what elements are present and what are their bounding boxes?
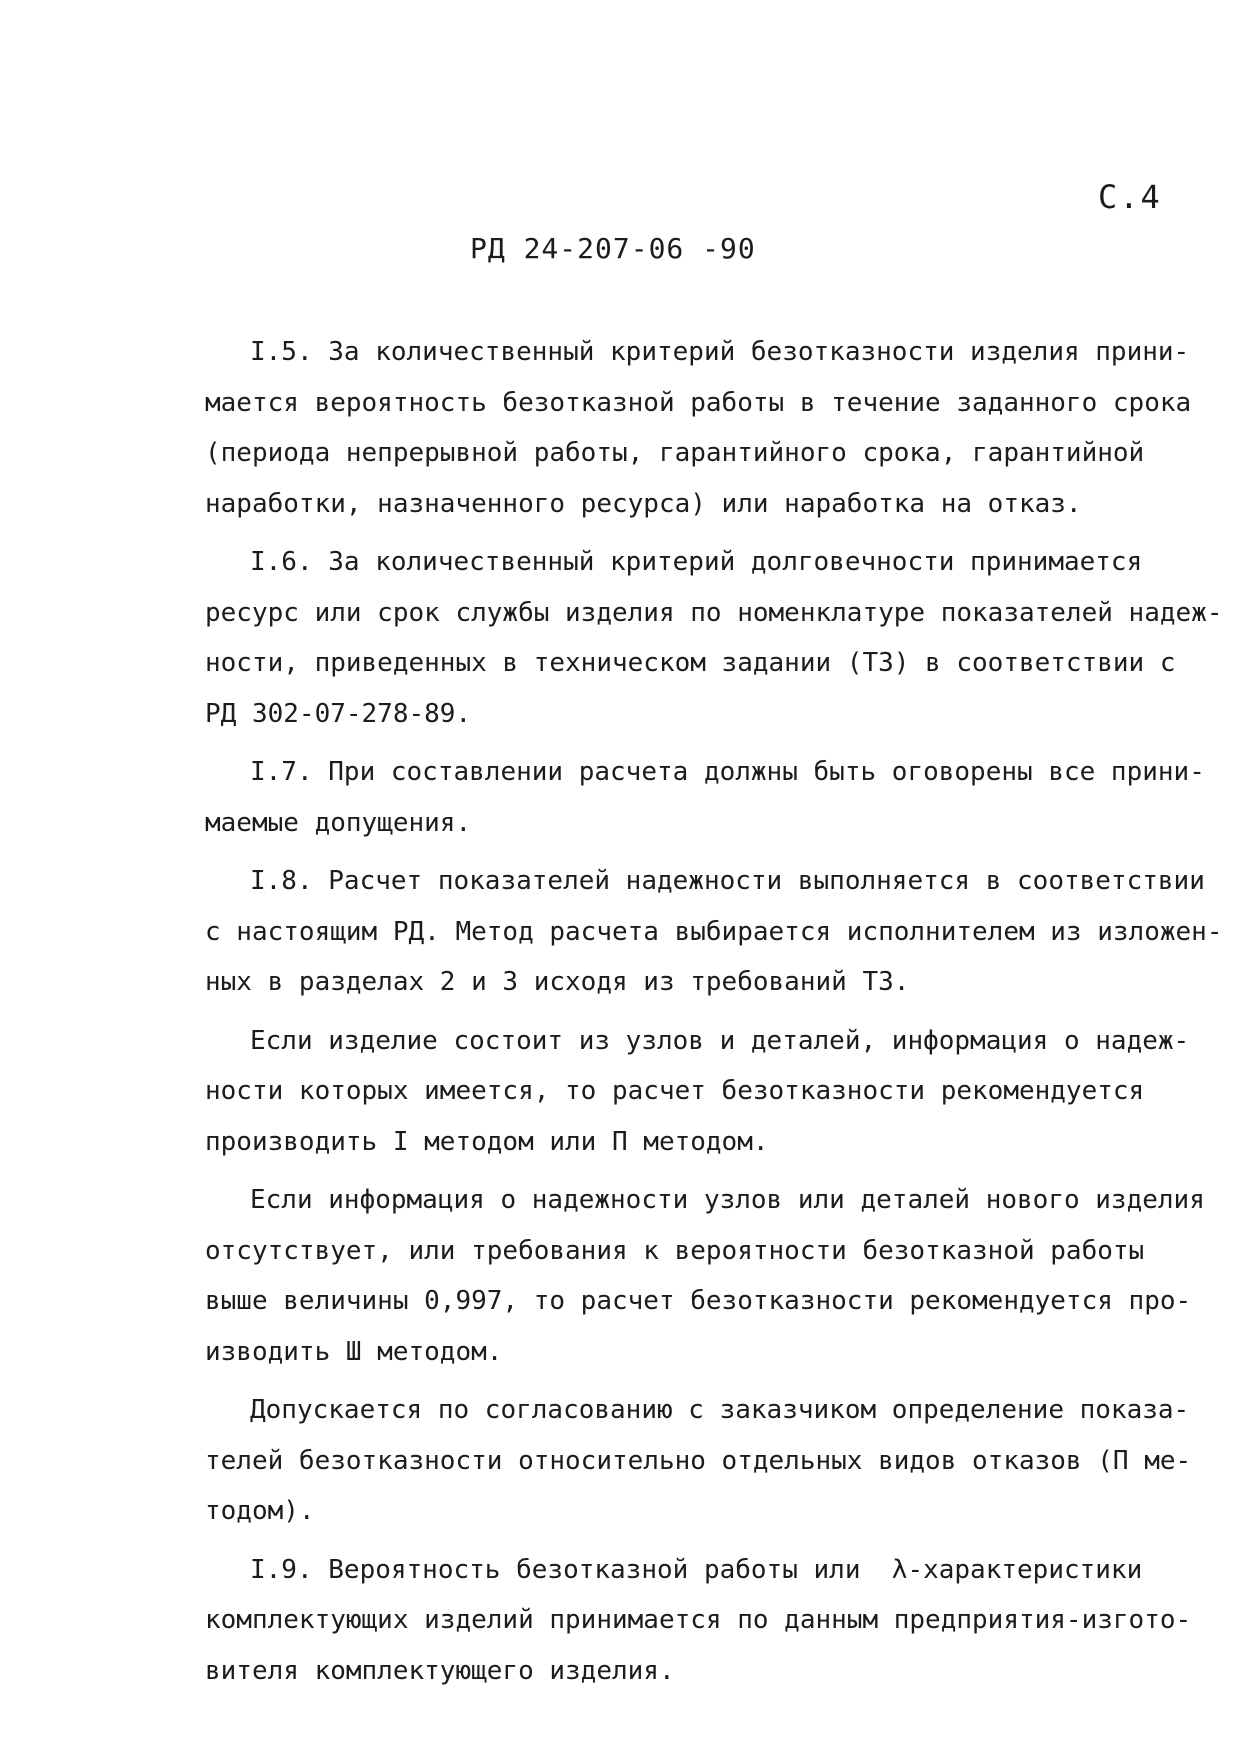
text-line: телей безотказности относительно отдельных видов отказов (П ме- [205,1445,1192,1476]
text-line: мается вероятность безотказной работы в течение заданного срока [205,387,1192,418]
text-line: ресурс или срок службы изделия по номенклатуре показателей надеж- [205,597,1223,628]
text-line: вителя комплектующего изделия. [205,1655,675,1686]
text-line: наработки, назначенного ресурса) или наработка на отказ. [205,488,1082,519]
text-line: тодом). [205,1496,315,1526]
body-text [205,327,1223,1696]
text-line: (периода непрерывной работы, гарантийного срока, гарантийной [205,438,1145,468]
document-code: РД 24-207-06 -90 [470,232,756,265]
text-line: ности которых имеется, то расчет безотказности рекомендуется [205,1076,1145,1106]
text-line: I.5. За количественный критерий безотказности изделия прини- [250,337,1190,367]
text-line: отсутствует, или требования к вероятности безотказной работы [205,1235,1145,1266]
text-line: изводить Ш методом. [205,1336,503,1367]
text-line: с настоящим РД. Метод расчета выбирается исполнителем из изложен- [205,916,1223,947]
text-line: ности, приведенных в техническом задании (ТЗ) в соответствии с [205,648,1176,678]
page-number: С.4 [1098,178,1162,216]
text-line: выше величины 0,997, то расчет безотказности рекомендуется про- [205,1286,1192,1316]
text-line: Допускается по согласованию с заказчиком определение показа- [250,1395,1190,1425]
text-line: маемые допущения. [205,807,472,838]
text-line: I.6. За количественный критерий долговечности принимается [250,547,1143,577]
text-line: ных в разделах 2 и 3 исходя из требований ТЗ. [205,967,910,997]
text-line: комплектующих изделий принимается по данным предприятия-изгото- [205,1605,1192,1635]
text-line: I.7. При составлении расчета должны быть оговорены все прини- [250,757,1205,787]
text-line: РД 302-07-278-89. [205,698,472,729]
text-line: Если изделие состоит из узлов и деталей, информация о надеж- [250,1025,1190,1056]
text-line: Если информация о надежности узлов или деталей нового изделия [250,1185,1205,1215]
text-line: производить I методом или П методом. [205,1126,769,1157]
text-line: I.8. Расчет показателей надежности выполняется в соответствии [250,866,1205,896]
text-line: I.9. Вероятность безотказной работы или λ-характеристики [250,1554,1143,1585]
